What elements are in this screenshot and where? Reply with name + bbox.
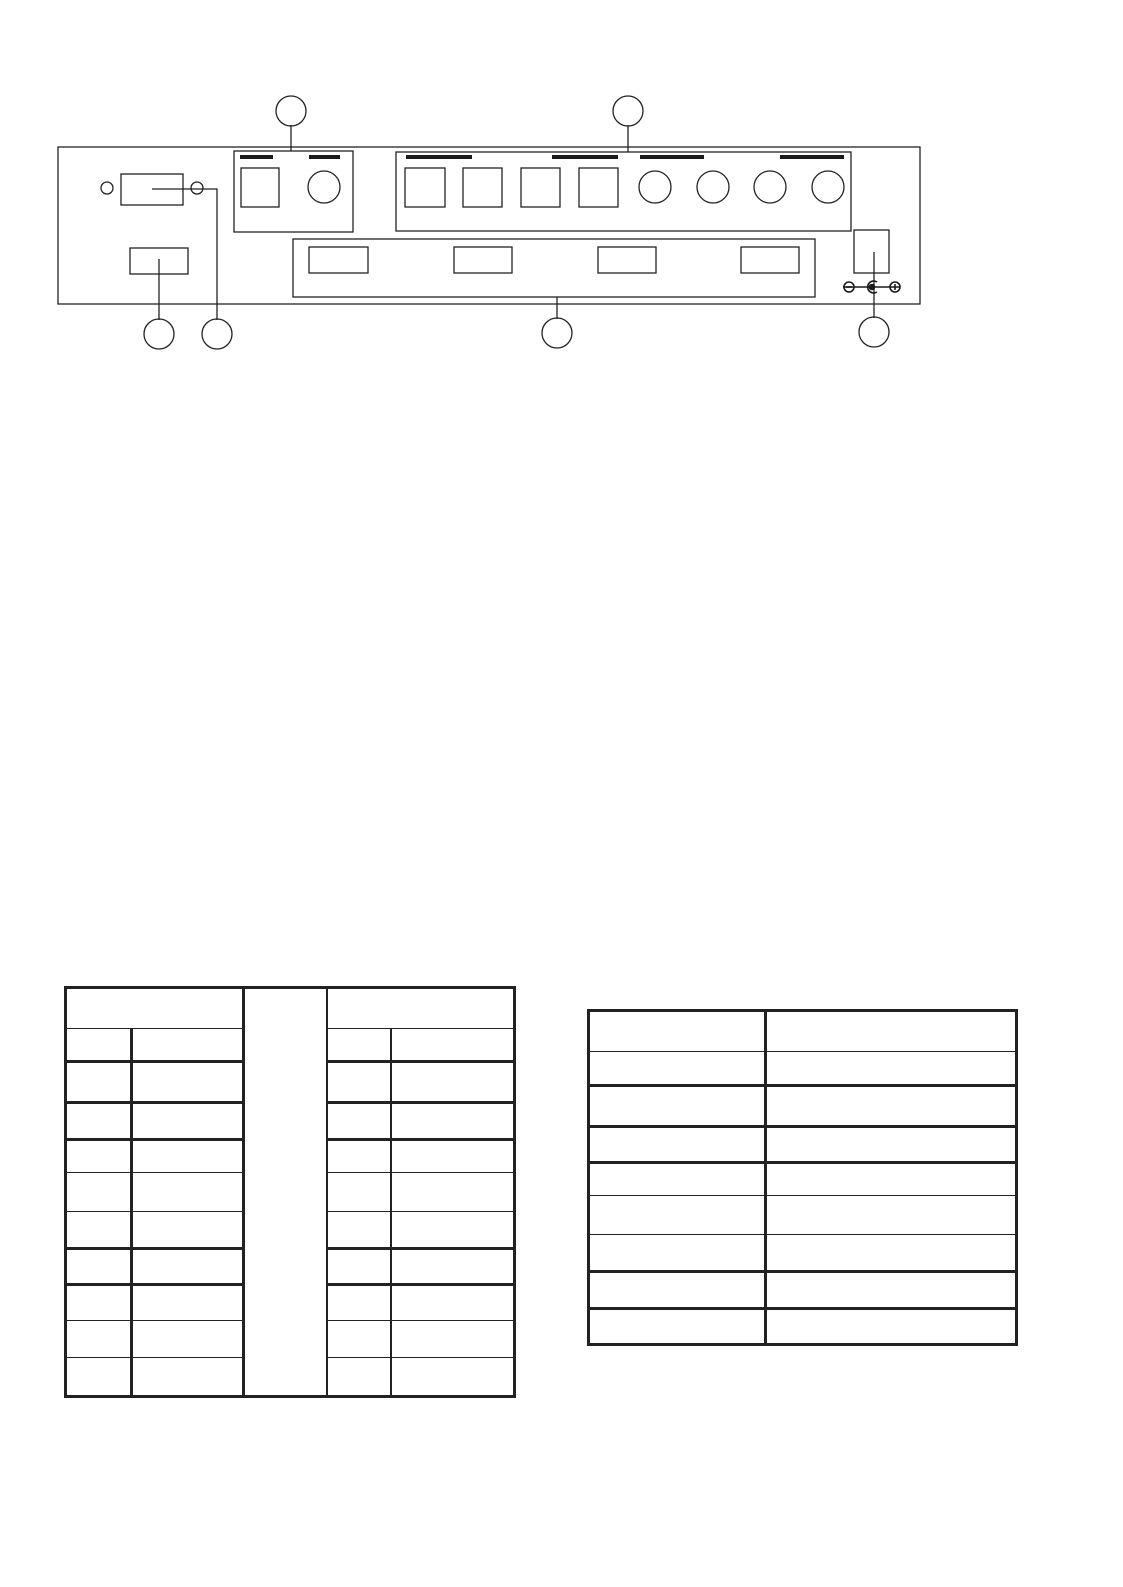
label-bar	[780, 155, 844, 159]
table-rule	[64, 1028, 244, 1029]
table-rule	[326, 1060, 516, 1063]
callout-circle	[859, 317, 889, 347]
connector-group-c	[293, 239, 815, 297]
label-bar	[309, 155, 340, 159]
label-bar	[406, 155, 472, 159]
led-left	[101, 182, 113, 194]
table-rule	[326, 1211, 516, 1212]
pin-table	[64, 986, 516, 1398]
table-rule	[326, 1357, 516, 1358]
table-rule	[64, 1101, 244, 1104]
label-bar	[552, 155, 618, 159]
round-connector	[697, 171, 729, 203]
right-group-header	[328, 989, 513, 1028]
callout-circle	[613, 96, 643, 126]
square-connector	[521, 168, 560, 207]
table-rule	[326, 1247, 516, 1250]
table-rule	[587, 1307, 1018, 1310]
table-border	[587, 1343, 1018, 1346]
slot-connector	[309, 247, 368, 273]
leader-line	[152, 189, 217, 320]
table-divider	[242, 986, 245, 1398]
connector-group-a	[234, 151, 353, 232]
table-divider	[390, 1028, 392, 1398]
table-rule	[326, 1028, 516, 1029]
table-divider	[764, 1009, 767, 1346]
middle-column-header	[245, 989, 326, 1028]
table-rule	[326, 1138, 516, 1141]
callout-circle	[542, 318, 572, 348]
chassis-outline	[58, 147, 920, 304]
table-border	[587, 1009, 1018, 1012]
table-rule	[64, 1357, 244, 1358]
square-connector	[241, 168, 279, 207]
round-connector	[639, 171, 671, 203]
table-rule	[64, 1060, 244, 1063]
table-rule	[64, 1247, 244, 1250]
spec-table	[587, 1009, 1018, 1346]
callout-circle	[276, 96, 306, 126]
table-rule	[587, 1051, 1018, 1052]
table-rule	[64, 1172, 244, 1173]
table-rule	[587, 1195, 1018, 1196]
dc-polarity-icon	[843, 281, 900, 293]
table-divider	[326, 986, 328, 1398]
table-border	[513, 986, 516, 1398]
table-rule	[64, 1211, 244, 1212]
table-rule	[587, 1234, 1018, 1235]
square-connector	[579, 168, 618, 207]
slot-connector	[741, 247, 799, 273]
led-right	[191, 182, 203, 194]
square-connector	[405, 168, 445, 207]
round-connector	[812, 171, 844, 203]
table-rule	[587, 1125, 1018, 1128]
table-rule	[326, 1320, 516, 1321]
callout-circle	[202, 319, 232, 349]
left-group-header	[67, 989, 242, 1028]
table-rule	[587, 1270, 1018, 1273]
callout-circle	[144, 319, 174, 349]
connector-group-b	[396, 152, 851, 231]
table-divider	[130, 1028, 133, 1398]
table-rule	[326, 1283, 516, 1286]
round-connector	[754, 171, 786, 203]
table-rule	[326, 1172, 516, 1173]
table-border	[587, 1009, 590, 1346]
table-rule	[587, 1084, 1018, 1087]
table-border	[64, 986, 67, 1398]
table-rule	[587, 1161, 1018, 1164]
dc-input-jack	[854, 230, 889, 273]
label-bar	[640, 155, 704, 159]
table-border	[1015, 1009, 1018, 1346]
panel-diagram	[0, 0, 1123, 360]
table-rule	[64, 1138, 244, 1141]
table-rule	[64, 1320, 244, 1321]
table-rule	[326, 1101, 516, 1104]
slot-connector	[454, 247, 512, 273]
round-connector	[308, 171, 340, 203]
slot-connector	[598, 247, 656, 273]
table-rule	[64, 1283, 244, 1286]
square-connector	[463, 168, 502, 207]
label-bar	[240, 155, 273, 159]
